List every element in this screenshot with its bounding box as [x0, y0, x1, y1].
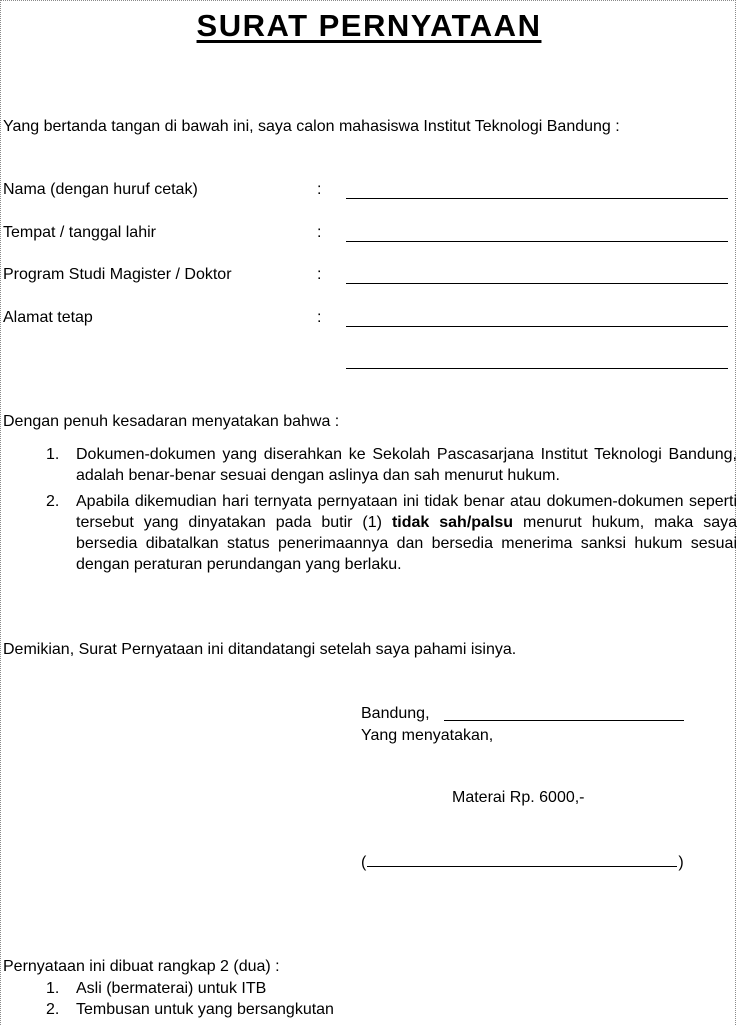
field-colon: :	[317, 266, 322, 283]
signature-name-line[interactable]	[367, 852, 677, 867]
field-label-alamat: Alamat tetap	[3, 309, 93, 326]
statement-item	[46, 444, 737, 486]
copies-text: Tembusan untuk yang bersangkutan	[76, 1001, 334, 1018]
copies-intro: Pernyataan ini dibuat rangkap 2 (dua) :	[3, 958, 280, 975]
intro-text: Yang bertanda tangan di bawah ini, saya calon mahasiswa Institut Teknologi Bandung :	[3, 118, 620, 135]
statement-number: 2.	[46, 493, 60, 510]
statement-text-continued: menurut hukum, maka saya bersedia dibatalkan status penerimaannya dan bersedia menerima sanksi hukum sesuai dengan peraturan perundangan yang berlaku.	[76, 514, 738, 573]
field-line-tempat-tanggal-lahir[interactable]	[346, 241, 728, 242]
open-paren: (	[361, 854, 367, 871]
field-colon: :	[317, 181, 322, 198]
close-paren: )	[678, 854, 684, 871]
field-line-program-studi[interactable]	[346, 283, 728, 284]
document-title: SURAT PERNYATAAN	[196, 8, 542, 43]
signature-name-row	[361, 852, 684, 872]
statement-emphasis: tidak sah/palsu	[391, 514, 514, 531]
copies-list	[46, 978, 576, 1020]
signature-signer-label: Yang menyatakan,	[361, 727, 494, 744]
copies-number: 1.	[46, 980, 60, 997]
statement-text: Apabila dikemudian hari ternyata pernyataan ini tidak benar atau dokumen-dokumen seperti tersebut yang dinyatakan pada butir (1)	[76, 493, 737, 531]
copies-item	[46, 978, 576, 999]
field-label-nama: Nama (dengan huruf cetak)	[3, 181, 198, 198]
statement-item	[46, 491, 738, 575]
closing-text: Demikian, Surat Pernyataan ini ditandatangi setelah saya pahami isinya.	[3, 641, 517, 658]
stamp-label: Materai Rp. 6000,-	[452, 789, 585, 806]
statement-number: 1.	[46, 446, 60, 463]
field-label-program-studi: Program Studi Magister / Doktor	[3, 266, 232, 283]
field-colon: :	[317, 224, 322, 241]
field-label-tempat-tanggal-lahir: Tempat / tanggal lahir	[3, 224, 156, 241]
copies-text: Asli (bermaterai) untuk ITB	[76, 980, 267, 997]
field-colon: :	[317, 309, 322, 326]
statement-list	[46, 444, 738, 575]
field-line-nama[interactable]	[346, 198, 728, 199]
signature-place: Bandung,	[361, 705, 430, 722]
signature-date-line[interactable]	[444, 720, 684, 721]
copies-number: 2.	[46, 1001, 60, 1018]
statement-text: Dokumen-dokumen yang diserahkan ke Sekolah Pascasarjana Institut Teknologi Bandung, adalah benar-benar sesuai dengan aslinya dan sah menurut hukum.	[76, 446, 737, 484]
declaration-intro: Dengan penuh kesadaran menyatakan bahwa :	[3, 413, 340, 430]
field-line-alamat[interactable]	[346, 326, 728, 327]
field-line-alamat-2[interactable]	[346, 368, 728, 369]
copies-item	[46, 999, 576, 1020]
